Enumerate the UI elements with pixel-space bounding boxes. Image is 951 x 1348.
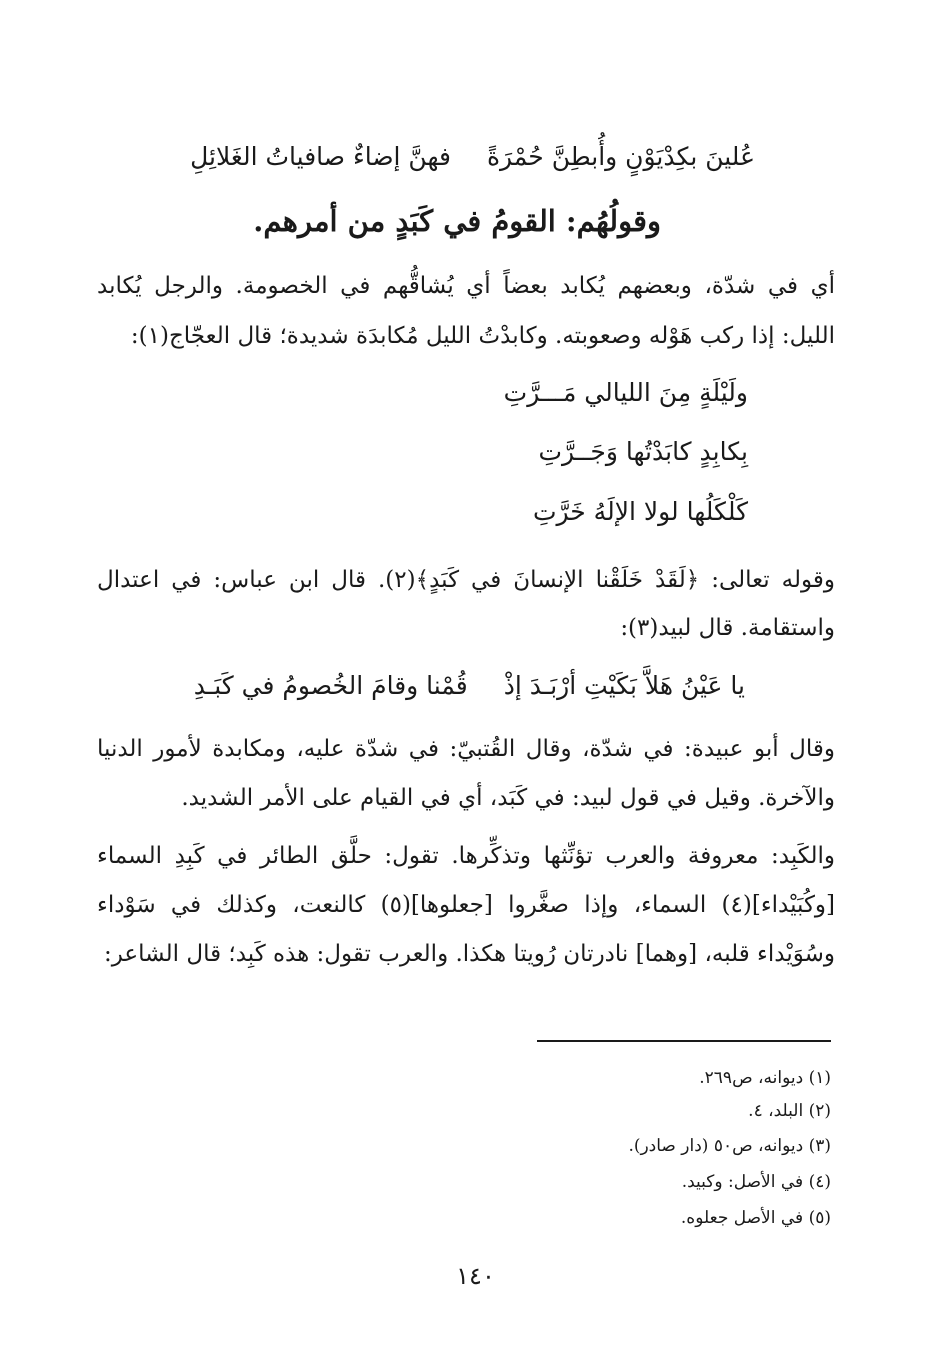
verse-line-2 <box>194 671 745 700</box>
paragraph-2-line-2: واستقامة. قال لبيد(٣): <box>620 615 835 641</box>
rajaz-line-3: كَلْكَلُها لولا الإلَهُ خَرَّتِ <box>532 497 748 526</box>
rajaz-line-2: بِكابِدٍ كابَدْتُها وَجَــرَّتِ <box>538 437 748 466</box>
verse-1-first-hemistich: عُلينَ بكِدْيَوْنٍ وأُبطِنَّ حُمْرَةً <box>486 142 755 171</box>
footnote-1: (١) ديوانه، ص٢٦٩. <box>699 1068 831 1088</box>
paragraph-4-line-1: والكَبِد: معروفة والعرب تؤنِّثها وتذكِّرها. تقول: حلَّق الطائر في كَبِدِ السماء <box>97 843 835 869</box>
paragraph-4-line-3: وسُوَيْداء قلبه، [وهما] نادرتان رُويتا هكذا. والعرب تقول: هذه كَبِد؛ قال الشاعر: <box>103 941 835 967</box>
verse-1-second-hemistich: فهنَّ إضاءٌ صافياتُ الغَلائِلِ <box>190 142 451 171</box>
verse-line-1 <box>190 142 755 171</box>
rajaz-line-1: ولَيْلَةٍ مِنَ الليالي مَـــرَّتِ <box>503 378 748 407</box>
verse-2-first-hemistich: يا عَيْنُ هَلاَّ بَكَيْتِ أرْبَـدَ إذْ <box>503 671 745 700</box>
footnote-separator <box>537 1040 831 1042</box>
paragraph-3-line-2: والآخرة. وقيل في قول لبيد: في كَبَد، أي في القيام على الأمر الشديد. <box>181 785 835 811</box>
footnote-4: (٤) في الأصل: وكبيد. <box>681 1172 831 1192</box>
verse-2-second-hemistich: قُمْنا وقامَ الخُصومُ في كَبَـدِ <box>193 671 468 700</box>
footnote-2: (٢) البلد، ٤. <box>748 1101 831 1121</box>
page-number: ١٤٠ <box>456 1262 495 1290</box>
paragraph-4-line-2: [وكُبَيْداء](٤) السماء، وإذا صغَّروا [جعلوها](٥) كالنعت، وكذلك في سَوْداء <box>97 892 836 918</box>
paragraph-3-line-1: وقال أبو عبيدة: في شدّة، وقال القُتبيّ: في شدّة عليه، ومكابدة لأمور الدنيا <box>97 736 835 762</box>
paragraph-1-line-1: أي في شدّة، وبعضهم يُكابد بعضاً أي يُشاقُّهم في الخصومة. والرجل يُكابد <box>97 273 835 299</box>
paragraph-2-line-1: وقوله تعالى: ﴿لَقَدْ خَلَقْنا الإنسانَ في كَبَدٍ﴾(٢). قال ابن عباس: في اعتدال <box>97 567 835 593</box>
footnote-5: (٥) في الأصل جعلوه. <box>680 1208 831 1228</box>
footnote-3: (٣) ديوانه، ص٥٠ (دار صادر). <box>628 1136 831 1156</box>
section-heading: وقولُهُم: القومُ في كَبَدٍ من أمرهم. <box>253 204 661 238</box>
paragraph-1-line-2: الليل: إذا ركب هَوْله وصعوبته. وكابدْتُ الليل مُكابدَة شديدة؛ قال العجّاج(١): <box>130 323 835 349</box>
